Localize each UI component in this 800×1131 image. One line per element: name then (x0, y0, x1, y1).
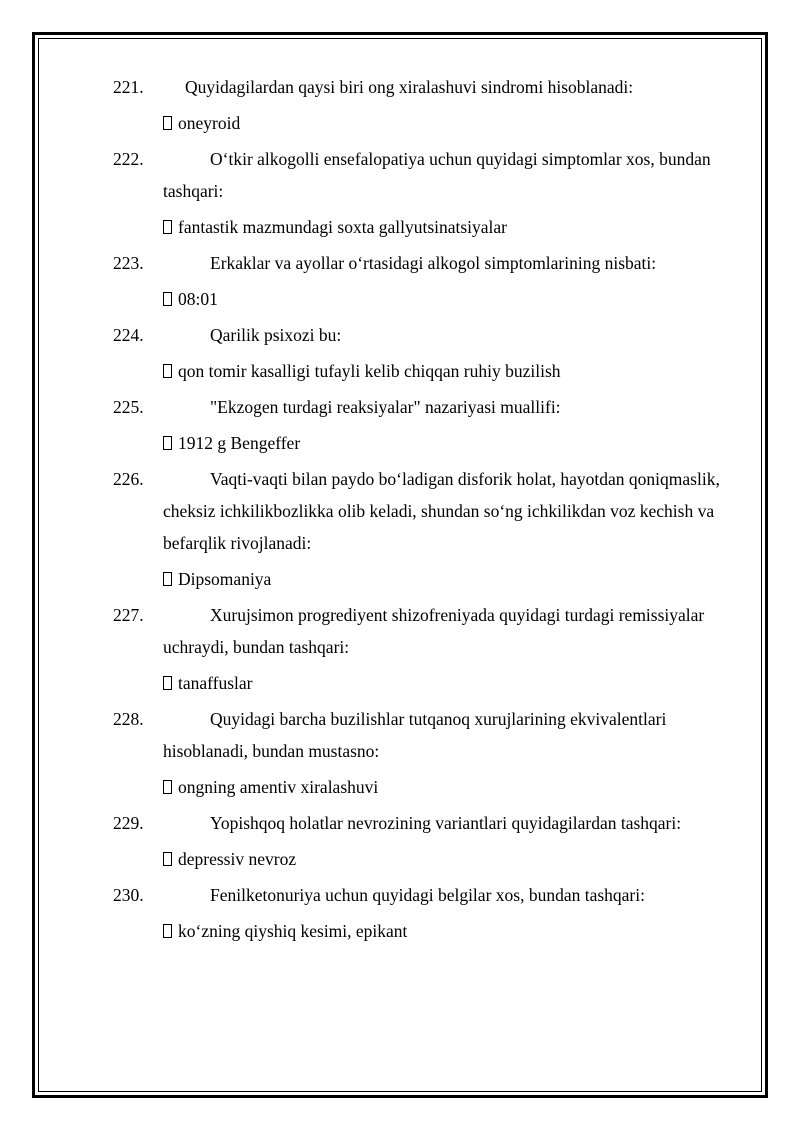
answer-text: qon tomir kasalligi tufayli kelib chiqqan ruhiy buzilish (178, 361, 561, 381)
answer-text: depressiv nevroz (178, 849, 297, 869)
answer (138, 843, 748, 875)
question (113, 879, 748, 911)
checkbox-icon (163, 924, 172, 938)
question-text: Quyidagi barcha buzilishlar tutqanoq xurujlarining ekvivalentlari hisoblanadi, bundan mustasno: (163, 709, 667, 761)
question (113, 599, 748, 663)
question-item (113, 807, 748, 875)
question-text: Xurujsimon progrediyent shizofreniyada quyidagi turdagi remissiyalar uchraydi, bundan tashqari: (163, 605, 705, 657)
question-text: Qarilik psixozi bu: (210, 325, 342, 345)
answer-text: tanaffuslar (178, 673, 253, 693)
question-item (113, 247, 748, 315)
question-number: 224. (113, 325, 144, 345)
answer (138, 107, 748, 139)
checkbox-icon (163, 780, 172, 794)
question (113, 807, 748, 839)
answer (138, 283, 748, 315)
checkbox-icon (163, 572, 172, 586)
question (113, 463, 748, 559)
question-number: 222. (113, 149, 144, 169)
question-text: Quyidagilardan qaysi biri ong xiralashuvi sindromi hisoblanadi: (185, 77, 634, 97)
question (113, 71, 748, 103)
checkbox-icon (163, 116, 172, 130)
question-item (113, 879, 748, 947)
question (113, 319, 748, 351)
question-text: Yopishqoq holatlar nevrozining variantlari quyidagilardan tashqari: (210, 813, 682, 833)
question-item (113, 703, 748, 803)
question-number: 225. (113, 397, 144, 417)
question (113, 391, 748, 423)
question-text: "Ekzogen turdagi reaksiyalar" nazariyasi muallifi: (210, 397, 561, 417)
question-item (113, 599, 748, 699)
question (113, 247, 748, 279)
question-item (113, 391, 748, 459)
checkbox-icon (163, 220, 172, 234)
answer-text: oneyroid (178, 113, 241, 133)
answer-text: ko‘zning qiyshiq kesimi, epikant (178, 921, 408, 941)
checkbox-icon (163, 852, 172, 866)
question (113, 703, 748, 767)
question-number: 221. (113, 77, 144, 97)
answer-text: Dipsomaniya (178, 569, 272, 589)
answer (138, 211, 748, 243)
answer-text: 08:01 (178, 289, 218, 309)
question-item (113, 143, 748, 243)
answer (138, 427, 748, 459)
checkbox-icon (163, 676, 172, 690)
question-text: Fenilketonuriya uchun quyidagi belgilar xos, bundan tashqari: (210, 885, 645, 905)
answer-text: fantastik mazmundagi soxta gallyutsinatsiyalar (178, 217, 508, 237)
answer (138, 771, 748, 803)
checkbox-icon (163, 364, 172, 378)
question-number: 228. (113, 709, 144, 729)
answer (138, 563, 748, 595)
question-text: Vaqti-vaqti bilan paydo bo‘ladigan disforik holat, hayotdan qoniqmaslik, cheksiz ichkilikbozlikka olib keladi, shundan so‘ng ichkilikdan voz kechish va befarqlik rivojlanadi: (163, 469, 720, 553)
question-list (113, 71, 748, 951)
question (113, 143, 748, 207)
question-text: O‘tkir alkogolli ensefalopatiya uchun quyidagi simptomlar xos, bundan tashqari: (163, 149, 711, 201)
answer (138, 915, 748, 947)
checkbox-icon (163, 292, 172, 306)
question-number: 226. (113, 469, 144, 489)
answer-text: 1912 g Bengeffer (178, 433, 301, 453)
question-item (113, 463, 748, 595)
question-text: Erkaklar va ayollar o‘rtasidagi alkogol simptomlarining nisbati: (210, 253, 657, 273)
question-number: 223. (113, 253, 144, 273)
answer (138, 355, 748, 387)
answer-text: ongning amentiv xiralashuvi (178, 777, 379, 797)
question-number: 229. (113, 813, 144, 833)
question-item (113, 71, 748, 139)
checkbox-icon (163, 436, 172, 450)
question-number: 227. (113, 605, 144, 625)
question-number: 230. (113, 885, 144, 905)
question-item (113, 319, 748, 387)
answer (138, 667, 748, 699)
